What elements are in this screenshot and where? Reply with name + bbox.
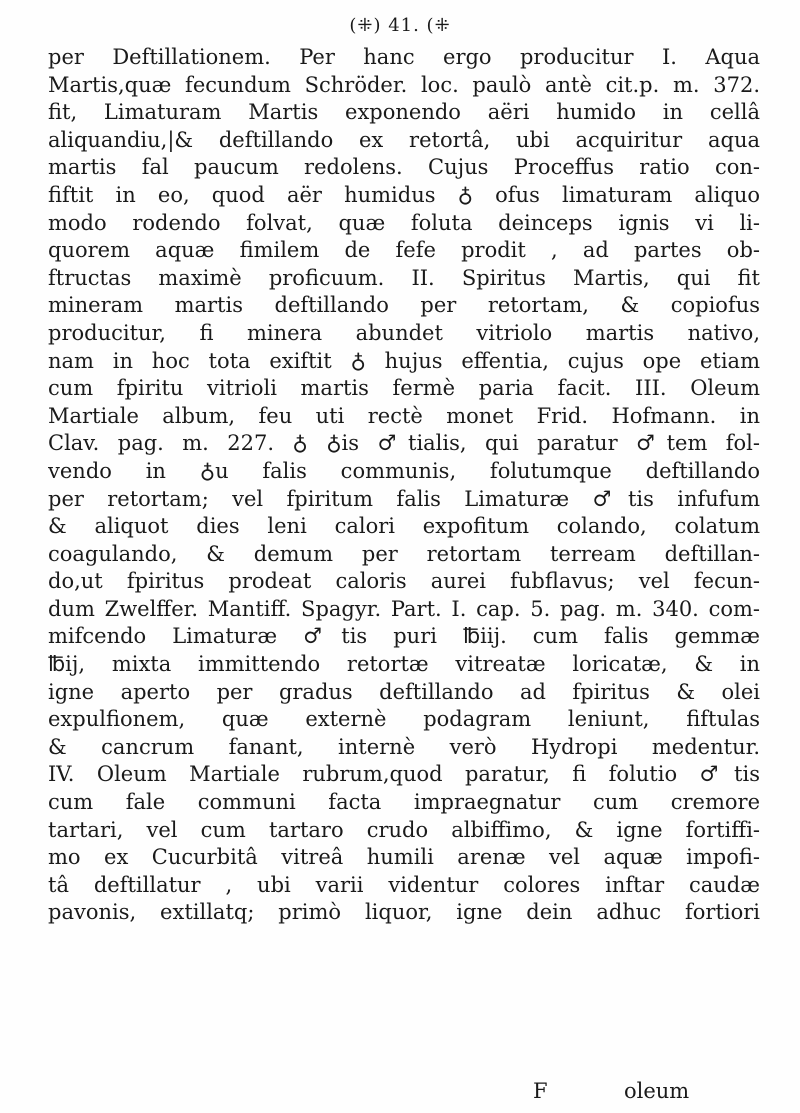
text-line: ftructas maximè proficuum. II. Spiritus Martis, qui fit: [48, 265, 760, 290]
text-line: pavonis, extillatq; primò liquor, igne dein adhuc fortiori: [48, 900, 760, 925]
text-line: nam in hoc tota exiftit ♁ hujus effentia, cujus ope etiam: [48, 348, 760, 373]
text-line: fit, Limaturam Martis exponendo aëri humido in cellâ: [48, 100, 760, 125]
text-line: cum fale communi facta impraegnatur cum cremore: [48, 790, 760, 815]
text-line: producitur, fi minera abundet vitriolo martis nativo,: [48, 320, 760, 345]
text-line: tartari, vel cum tartaro crudo albiffimo, & igne fortiffi-: [48, 817, 760, 842]
text-line: ℔ij, mixta immittendo retortæ vitreatæ loricatæ, & in: [48, 652, 760, 677]
text-line: coagulando, & demum per retortam terream deftillan-: [48, 541, 760, 566]
text-line: aliquandiu,|& deftillando ex retortâ, ubi acquiritur aqua: [48, 127, 760, 152]
text-line: fiftit in eo, quod aër humidus ♁ ofus limaturam aliquo: [48, 182, 760, 207]
text-line: Martiale album, feu uti rectè monet Frid. Hofmann. in: [48, 403, 760, 428]
page-header: (⁜) 41. (⁜: [349, 15, 451, 36]
text-line: mo ex Cucurbitâ vitreâ humili arenæ vel aquæ impofi-: [48, 845, 760, 870]
text-line: mineram martis deftillando per retortam, & copiofus: [48, 293, 760, 318]
catchword: oleum: [624, 1079, 690, 1103]
text-line: & cancrum fanant, internè verò Hydropi medentur.: [48, 734, 760, 759]
text-line: martis fal paucum redolens. Cujus Proceffus ratio con-: [48, 155, 760, 180]
text-line: do,ut fpiritus prodeat caloris aurei fubflavus; vel fecun-: [48, 569, 760, 594]
text-line: expulfionem, quæ externè podagram leniunt, fiftulas: [48, 707, 760, 732]
text-line: quorem aquæ fimilem de fefe prodit , ad partes ob-: [48, 238, 760, 263]
text-line: Clav. pag. m. 227. ♁ ♁is ♂tialis, qui paratur ♂tem fol-: [48, 431, 760, 456]
text-line: IV. Oleum Martiale rubrum,quod paratur, fi folutio ♂tis: [48, 762, 760, 787]
text-line: vendo in ♁u falis communis, folutumque deftillando: [48, 458, 760, 483]
text-line: per retortam; vel fpiritum falis Limaturæ ♂tis infufum: [48, 486, 760, 511]
text-line: igne aperto per gradus deftillando ad fpiritus & olei: [48, 679, 760, 704]
body-text: [48, 44, 760, 927]
text-line: per Deftillationem. Per hanc ergo producitur I. Aqua: [48, 45, 760, 69]
text-line: modo rodendo folvat, quæ foluta deinceps ignis vi li-: [48, 210, 760, 235]
text-line: Martis,quæ fecundum Schröder. loc. paulò antè cit.p. m. 372.: [48, 72, 760, 97]
text-line: mifcendo Limaturæ ♂tis puri ℔iij. cum falis gemmæ: [48, 624, 760, 649]
page-footer: [0, 1079, 800, 1109]
signature-mark: F: [533, 1079, 548, 1103]
text-line: tâ deftillatur , ubi varii videntur colores inftar caudæ: [48, 872, 760, 897]
text-line: cum fpiritu vitrioli martis fermè paria facit. III. Oleum: [48, 376, 760, 401]
text-line: dum Zwelffer. Mantiff. Spagyr. Part. I. cap. 5. pag. m. 340. com-: [48, 596, 760, 621]
text-line: & aliquot dies leni calori expofitum colando, colatum: [48, 514, 760, 539]
